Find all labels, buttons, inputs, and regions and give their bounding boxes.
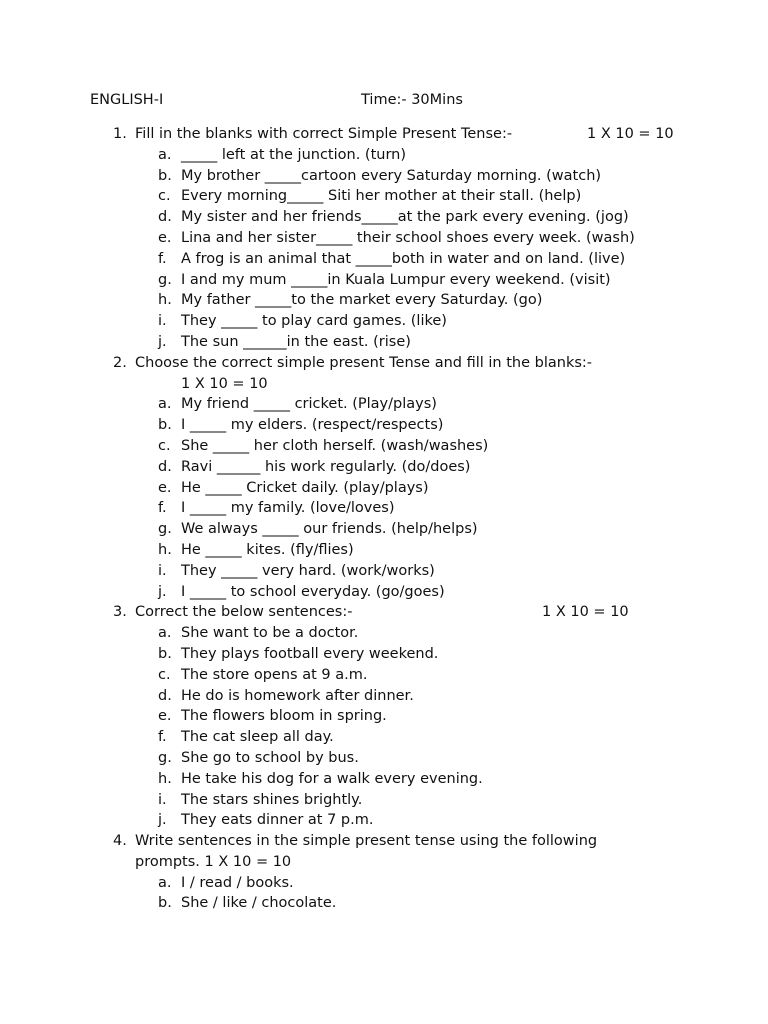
list-item — [0, 665, 768, 686]
item-letter: a. — [158, 874, 172, 891]
item-letter: b. — [158, 167, 172, 184]
list-item — [0, 478, 768, 499]
question-number: 4. — [113, 833, 127, 850]
item-text: My sister and her friends_____at the park every evening. (jog) — [181, 209, 629, 226]
item-text: The sun ______in the east. (rise) — [181, 333, 411, 350]
list-item — [0, 893, 768, 914]
item-text: She _____ her cloth herself. (wash/washes) — [181, 437, 489, 454]
item-letter: c. — [158, 666, 171, 683]
list-item — [0, 540, 768, 561]
list-item — [0, 228, 768, 249]
item-letter: h. — [158, 541, 172, 558]
list-item — [0, 166, 768, 187]
item-text: He take his dog for a walk every evening. — [181, 770, 483, 787]
question-4-heading — [0, 831, 768, 852]
question-text: Fill in the blanks with correct Simple Present Tense:- — [135, 126, 513, 142]
list-item — [0, 748, 768, 769]
item-letter: g. — [158, 271, 172, 288]
list-item — [0, 790, 768, 811]
list-item — [0, 498, 768, 519]
item-text: I _____ my elders. (respect/respects) — [181, 417, 444, 434]
list-item — [0, 186, 768, 207]
item-text: She want to be a doctor. — [181, 625, 359, 642]
item-text: He do is homework after dinner. — [181, 687, 414, 704]
item-letter: e. — [158, 479, 172, 496]
question-3-items — [0, 623, 768, 831]
item-text: _____ left at the junction. (turn) — [181, 146, 406, 163]
question-text: Choose the correct simple present Tense and fill in the blanks:- — [135, 354, 593, 371]
item-text: They _____ very hard. (work/works) — [181, 562, 435, 579]
item-letter: c. — [158, 188, 171, 205]
list-item — [0, 415, 768, 436]
item-text: I _____ to school everyday. (go/goes) — [181, 583, 445, 600]
list-item — [0, 706, 768, 727]
item-letter: i. — [158, 791, 167, 808]
item-letter: f. — [158, 500, 167, 517]
item-letter: a. — [158, 396, 172, 413]
list-item — [0, 582, 768, 603]
item-text: Lina and her sister_____ their school shoes every week. (wash) — [181, 229, 635, 246]
list-item — [0, 270, 768, 291]
item-letter: j. — [158, 812, 167, 829]
question-2-marks-line — [0, 374, 768, 395]
question-marks: 1 X 10 = 10 — [542, 604, 629, 621]
question-2-heading — [0, 353, 768, 374]
item-text: I / read / books. — [181, 874, 294, 891]
item-text: He _____ kites. (fly/flies) — [181, 541, 354, 558]
item-letter: a. — [158, 625, 172, 642]
item-text: My father _____to the market every Saturday. (go) — [181, 292, 543, 309]
question-list — [0, 124, 768, 914]
list-item — [0, 436, 768, 457]
item-letter: d. — [158, 458, 172, 475]
item-letter: i. — [158, 562, 167, 579]
item-letter: d. — [158, 687, 172, 704]
list-item — [0, 311, 768, 332]
question-4-items — [0, 873, 768, 915]
list-item — [0, 644, 768, 665]
item-letter: c. — [158, 437, 171, 454]
item-letter: g. — [158, 749, 172, 766]
list-item — [0, 457, 768, 478]
item-letter: h. — [158, 770, 172, 787]
question-2-items — [0, 394, 768, 602]
question-1-items — [0, 145, 768, 353]
item-text: Ravi ______ his work regularly. (do/does) — [181, 458, 471, 475]
question-1-heading — [0, 124, 768, 145]
question-marks: 1 X 10 = 10 — [181, 375, 268, 392]
list-item — [0, 332, 768, 353]
list-item — [0, 519, 768, 540]
subject-title: ENGLISH-I — [90, 92, 164, 108]
item-text: I and my mum _____in Kuala Lumpur every weekend. (visit) — [181, 271, 611, 288]
item-letter: b. — [158, 645, 172, 662]
item-text: My brother _____cartoon every Saturday morning. (watch) — [181, 167, 602, 184]
item-text: I _____ my family. (love/loves) — [181, 500, 395, 517]
item-text: They _____ to play card games. (like) — [181, 313, 447, 330]
item-letter: e. — [158, 708, 172, 725]
item-text: They plays football every weekend. — [181, 645, 439, 662]
item-text: The flowers bloom in spring. — [181, 708, 387, 725]
item-letter: b. — [158, 417, 172, 434]
item-letter: f. — [158, 250, 167, 267]
item-letter: j. — [158, 333, 167, 350]
item-text: She go to school by bus. — [181, 749, 359, 766]
item-text: Every morning_____ Siti her mother at their stall. (help) — [181, 188, 582, 205]
list-item — [0, 561, 768, 582]
time-limit: Time:- 30Mins — [361, 92, 463, 108]
question-3-heading — [0, 602, 768, 623]
question-4-heading-continued — [0, 852, 768, 873]
item-letter: f. — [158, 729, 167, 746]
item-letter: d. — [158, 209, 172, 226]
question-number: 1. — [113, 126, 127, 142]
question-number: 3. — [113, 604, 127, 621]
list-item — [0, 769, 768, 790]
item-text: The cat sleep all day. — [181, 729, 334, 746]
item-letter: b. — [158, 895, 172, 912]
list-item — [0, 873, 768, 894]
item-letter: g. — [158, 521, 172, 538]
list-item — [0, 249, 768, 270]
item-text: She / like / chocolate. — [181, 895, 337, 912]
question-text-continued: prompts. 1 X 10 = 10 — [135, 853, 292, 870]
item-text: The stars shines brightly. — [181, 791, 363, 808]
item-letter: j. — [158, 583, 167, 600]
question-marks: 1 X 10 = 10 — [587, 126, 674, 142]
question-text: Write sentences in the simple present tense using the following — [135, 833, 598, 850]
list-item — [0, 686, 768, 707]
list-item — [0, 145, 768, 166]
item-text: We always _____ our friends. (help/helps) — [181, 521, 478, 538]
list-item — [0, 727, 768, 748]
list-item — [0, 394, 768, 415]
worksheet-header — [90, 92, 690, 112]
list-item — [0, 623, 768, 644]
question-text: Correct the below sentences:- — [135, 604, 353, 621]
item-text: He _____ Cricket daily. (play/plays) — [181, 479, 429, 496]
item-text: My friend _____ cricket. (Play/plays) — [181, 396, 437, 413]
item-text: A frog is an animal that _____both in water and on land. (live) — [181, 250, 626, 267]
question-number: 2. — [113, 354, 127, 371]
list-item — [0, 810, 768, 831]
item-letter: e. — [158, 229, 172, 246]
list-item — [0, 207, 768, 228]
item-letter: a. — [158, 146, 172, 163]
list-item — [0, 290, 768, 311]
item-text: They eats dinner at 7 p.m. — [181, 812, 374, 829]
item-text: The store opens at 9 a.m. — [181, 666, 368, 683]
item-letter: i. — [158, 313, 167, 330]
item-letter: h. — [158, 292, 172, 309]
